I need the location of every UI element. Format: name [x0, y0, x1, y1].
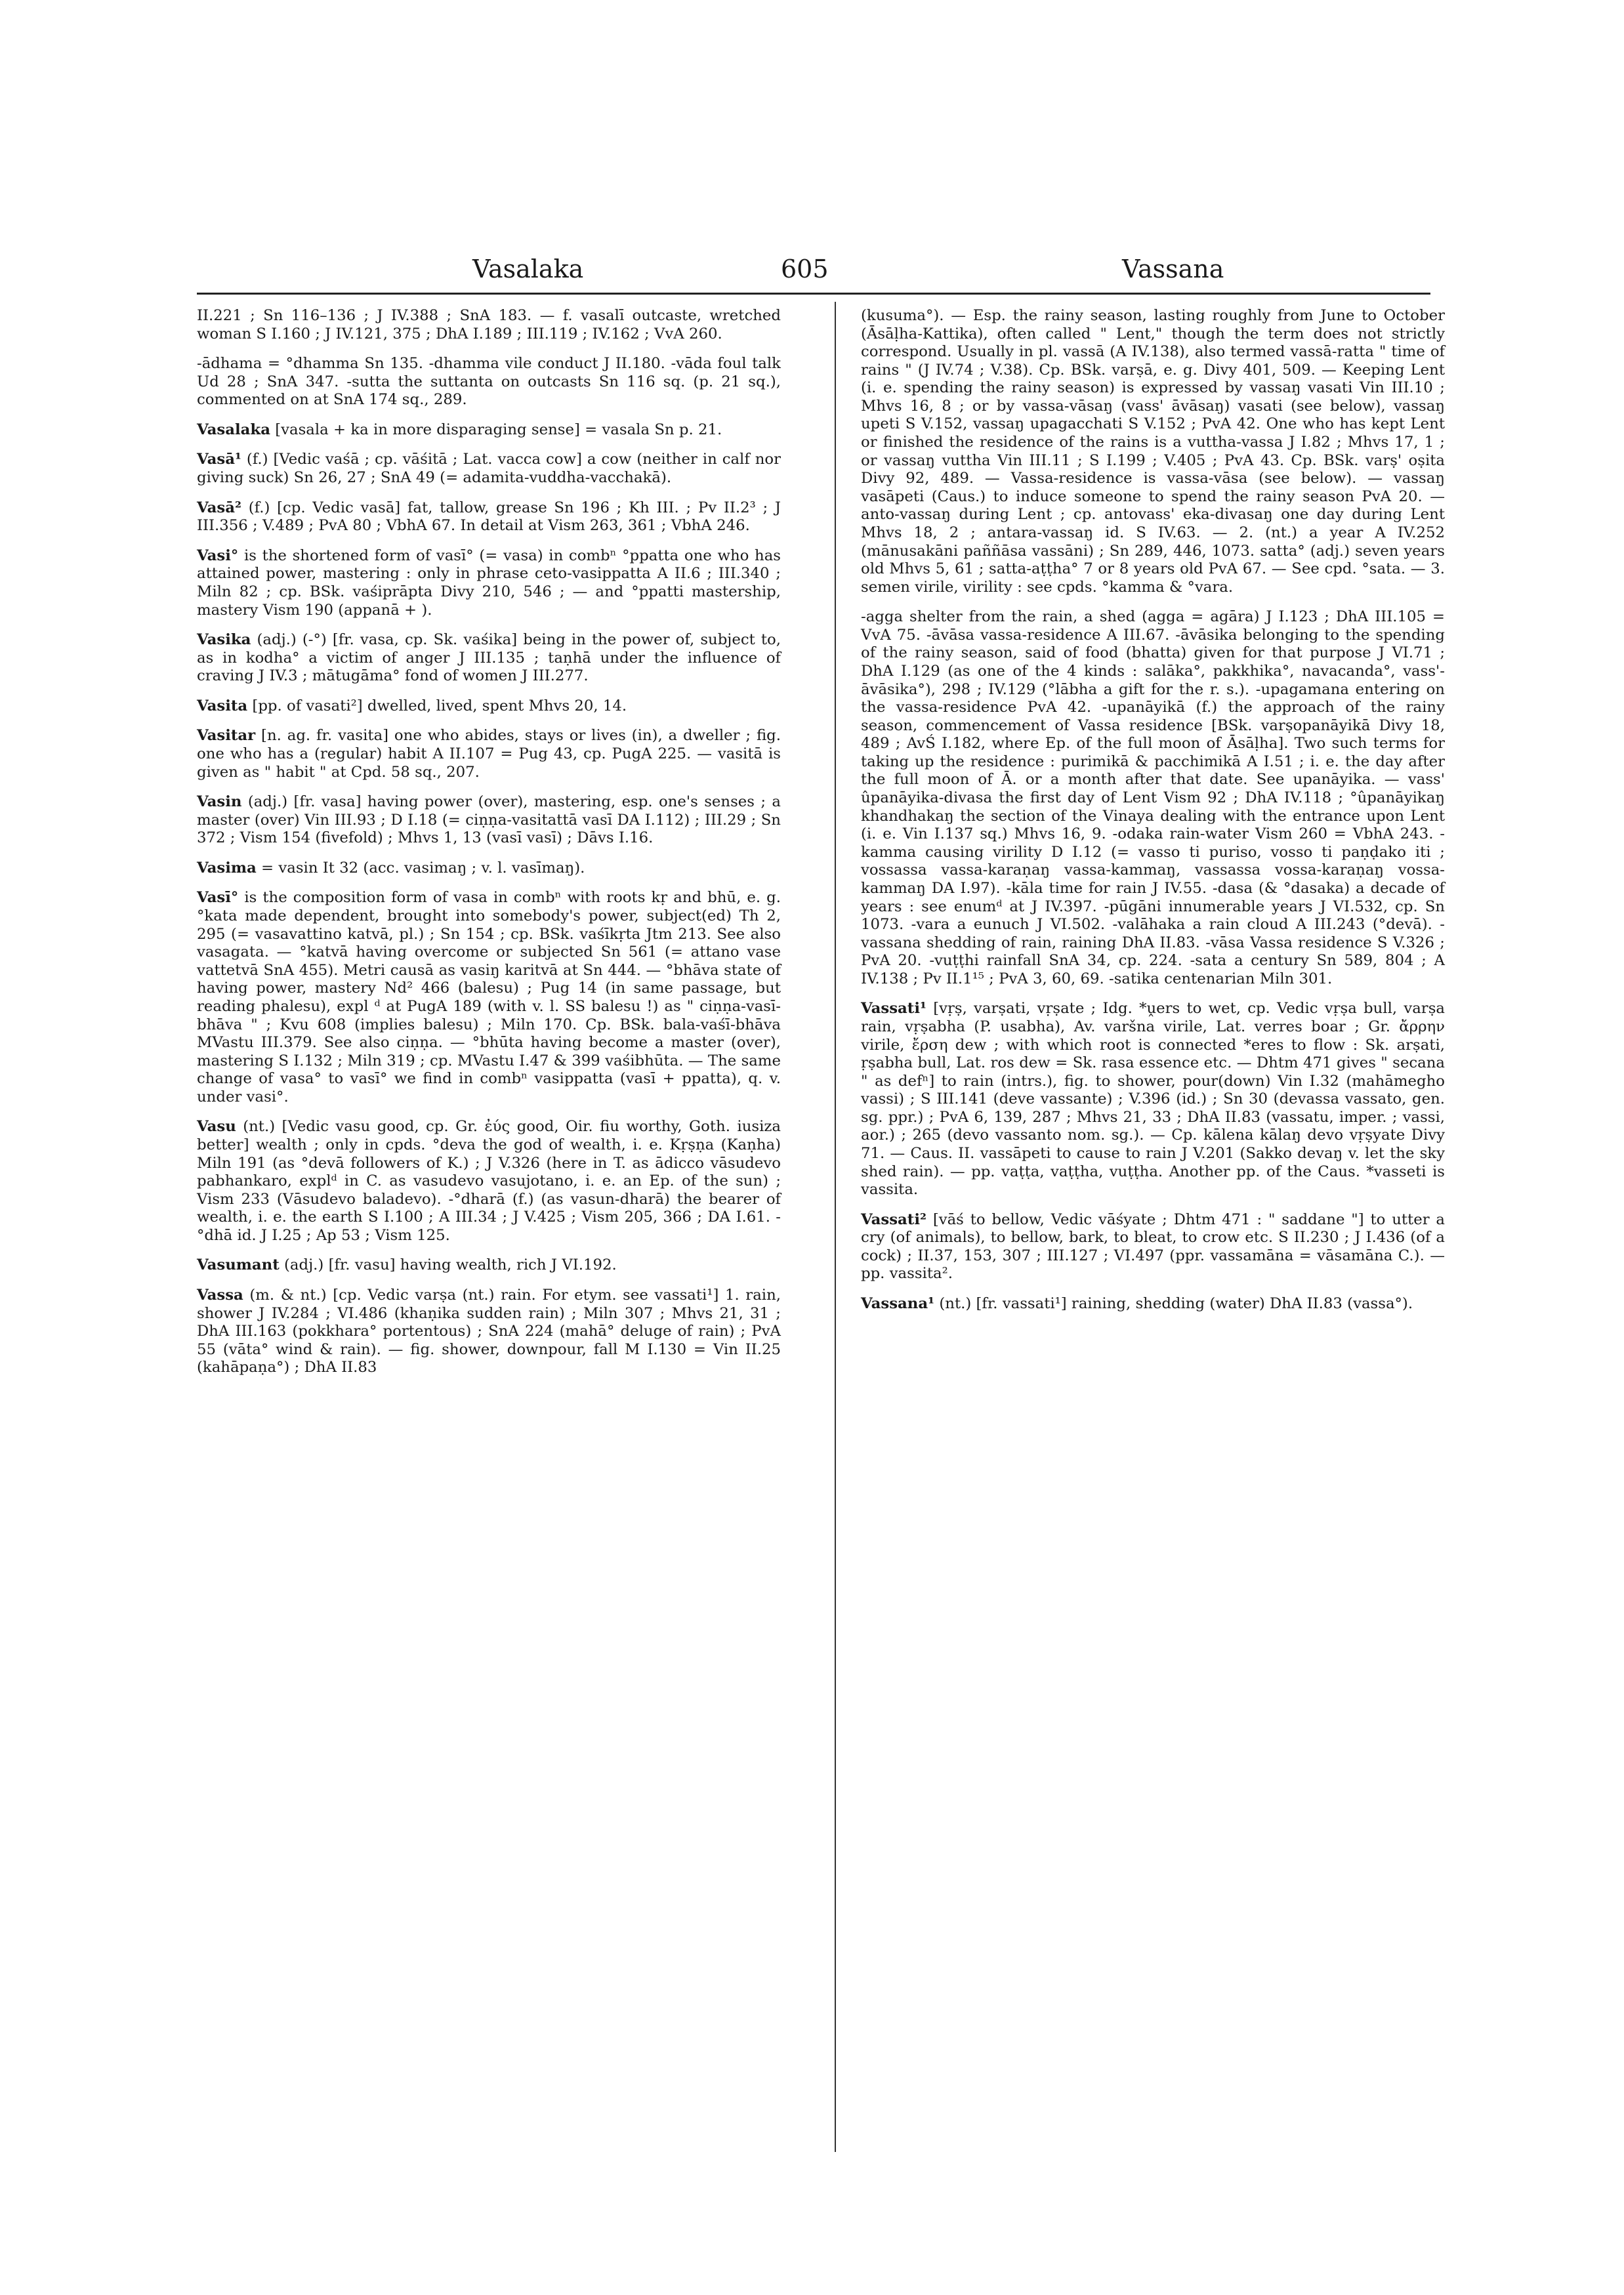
- dictionary-entry: [197, 793, 781, 848]
- dictionary-entry: [861, 608, 1445, 988]
- entry-text: [vṛṣ, varṣati, vṛṣate ; Idg. *ṷers to wet, cp. Vedic vṛṣa bull, varṣa rain, vṛṣabha (P. usabha), Av. varšna virile, Lat. verres boar ; Gr. ἄρρην virile, ἔρση dew ; with which root is connected *eres to flow : Sk. arṣati, ṛṣabha bull, Lat. ros dew = Sk. rasa essence etc. — Dhtm 471 gives " secana " as defⁿ] to rain (intrs.), fig. to shower, pour(down) Vin I.32 (mahāmegho vassi) ; S III.141 (deve vassante) ; V.396 (id.) ; Sn 30 (devassa vassato, gen. sg. ppr.) ; PvA 6, 139, 287 ; Mhvs 21, 33 ; DhA II.83 (vassatu, imper. ; vassi, aor.) ; 265 (devo vassanto nom. sg.). — Cp. kālena kālaŋ devo vṛṣyate Divy 71. — Caus. II. vassāpeti to cause to rain J V.201 (Sakko devaŋ v. let the sky shed rain). — pp. vaṭṭa, vaṭṭha, vuṭṭha. Another pp. of the Caus. *vasseti is vassita.: [861, 1000, 1445, 1199]
- entry-text: (adj.) [fr. vasu] having wealth, rich J VI.192.: [284, 1256, 617, 1274]
- entry-text: (m. & nt.) [cp. Vedic varṣa (nt.) rain. For etym. see vassati¹] 1. rain, shower J IV.284 ; VI.486 (khaṇika sudden rain) ; Miln 307 ; Mhvs 21, 31 ; DhA III.163 (pokkhara° portentous) ; SnA 224 (mahā° deluge of rain) ; PvA 55 (vāta° wind & rain). — fig. shower, downpour, fall M I.130 = Vin II.25 (kahāpaṇa°) ; DhA II.83: [197, 1287, 781, 1376]
- entry-headword: Vassa: [197, 1287, 243, 1304]
- entry-headword: Vasin: [197, 793, 242, 811]
- dictionary-entry: [197, 307, 781, 343]
- right-column: [861, 307, 1445, 1325]
- dictionary-entry: [197, 547, 781, 619]
- page-header: [197, 255, 1430, 294]
- dictionary-entry: [197, 421, 781, 440]
- entry-text: [pp. of vasati²] dwelled, lived, spent Mhvs 20, 14.: [252, 697, 627, 714]
- column-divider: [835, 302, 836, 2152]
- dictionary-entry: [197, 631, 781, 686]
- entry-text: (f.) [cp. Vedic vasā] fat, tallow, grease Sn 196 ; Kh III. ; Pv II.2³ ; J III.356 ; V.489 ; PvA 80 ; VbhA 67. In detail at Vism 263, 361 ; VbhA 246.: [197, 499, 781, 535]
- entry-text: is the composition form of vasa in combⁿ with roots kṛ and bhū, e. g. °kata made dependent, brought into somebody's power, subject(ed) Th 2, 295 (= vasavattino katvā, pl.) ; Sn 154 ; cp. BSk. vaśīkṛta Jtm 213. See also vasagata. — °katvā having overcome or subjected Sn 561 (= attano vase vattetvā SnA 455). Metri causā as vasiŋ karitvā at Sn 444. — °bhāva state of having power, mastery Nd² 466 (balesu) ; Pug 14 (in same passage, but reading phalesu), expl ᵈ at PugA 189 (with v. l. SS balesu !) as " ciṇṇa-vasī-bhāva " ; Kvu 608 (implies balesu) ; Miln 170. Cp. BSk. bala-vaśī-bhāva MVastu III.379. See also ciṇṇa. — °bhūta having become a master (over), mastering S I.132 ; Miln 319 ; cp. MVastu I.47 & 399 vaśibhūta. — The same change of vasa° to vasī° we find in combⁿ vasippatta (vasī + ppatta), q. v. under vasi°.: [197, 889, 781, 1106]
- entry-text: [vāś to bellow, Vedic vāśyate ; Dhtm 471 : " saddane "] to utter a cry (of animals), to bellow, bark, to bleat, to crow etc. S II.230 ; J I.436 (of a cock) ; II.37, 153, 307 ; III.127 ; VI.497 (ppr. vassamāna = vāsamāna C.). — pp. vassita².: [861, 1210, 1445, 1283]
- header-left-guideword: Vasalaka: [472, 255, 584, 283]
- dictionary-entry: [197, 697, 781, 716]
- dictionary-entry: [861, 1295, 1445, 1313]
- dictionary-entry: [861, 1000, 1445, 1199]
- entry-text: -agga shelter from the rain, a shed (agga = agāra) J I.123 ; DhA III.105 = VvA 75. -āvāsa vassa-residence A III.67. -āvāsika belonging to the spending of the rainy season, said of food (bhatta) given for that purpose J VI.71 ; DhA I.129 (as one of the 4 kinds : salāka°, pakkhika°, navacanda°, vass'-āvāsika°), 298 ; IV.129 (°lābha a gift for the r. s.). -upagamana entering on the vassa-residence PvA 42. -upanāyikā (f.) the approach of the rainy season, commencement of Vassa residence [BSk. varṣopanāyikā Divy 18, 489 ; AvŚ I.182, where Ep. of the full moon of Āsāḷha]. Two such terms for taking up the residence : purimikā & pacchimikā A I.51 ; i. e. the day after the full moon of Ā. or a month after that date. See upanāyika. — vass' ûpanāyika-divasa the first day of Lent Vism 92 ; DhA IV.118 ; °ûpanāyikaŋ khandhakaŋ the section of the Vinaya dealing with the entrance upon Lent (i. e. Vin I.137 sq.) Mhvs 16, 9. -odaka rain-water Vism 260 = VbhA 243. -kamma causing virility D I.12 (= vasso ti puriso, vosso ti paṇḍako iti ; vossassa vassa-karaṇaŋ vassa-kammaŋ, vassassa vossa-karaṇaŋ vossa-kammaŋ DA I.97). -kāla time for rain J IV.55. -dasa (& °dasaka) a decade of years : see enumᵈ at J IV.397. -pūgāni innumerable years J VI.532, cp. Sn 1073. -vara a eunuch J VI.502. -valāhaka a rain cloud A III.243 (°devā). -vassana shedding of rain, raining DhA II.83. -vāsa Vassa residence S V.326 ; PvA 20. -vuṭṭhi rainfall SnA 34, cp. 224. -sata a century Sn 589, 804 ; A IV.138 ; Pv II.1¹⁵ ; PvA 3, 60, 69. -satika centenarian Miln 301.: [861, 608, 1445, 987]
- dictionary-entry: [197, 889, 781, 1106]
- entry-text: II.221 ; Sn 116–136 ; J IV.388 ; SnA 183. — f. vasalī outcaste, wretched woman S I.160 ; J IV.121, 375 ; DhA I.189 ; III.119 ; IV.162 ; VvA 260.: [197, 307, 781, 342]
- dictionary-entry: [197, 727, 781, 781]
- entry-headword: Vassati²: [861, 1210, 927, 1228]
- entry-headword: Vasi°: [197, 547, 239, 564]
- dictionary-entry: [197, 1118, 781, 1245]
- entry-text: [vasala + ka in more disparaging sense] = vasala Sn p. 21.: [275, 421, 722, 438]
- entry-headword: Vassati¹: [861, 1000, 927, 1018]
- entry-headword: Vasalaka: [197, 421, 270, 438]
- entry-headword: Vasitar: [197, 727, 256, 745]
- header-right-guideword: Vassana: [1122, 255, 1224, 283]
- entry-text: [n. ag. fr. vasita] one who abides, stays or lives (in), a dweller ; fig. one who has a (regular) habit A II.107 = Pug 43, cp. PugA 225. — vasitā is given as " habit " at Cpd. 58 sq., 207.: [197, 727, 781, 781]
- left-column: [197, 307, 781, 1389]
- header-rule: [197, 293, 1430, 295]
- entry-text: (adj.) [fr. vasa] having power (over), mastering, esp. one's senses ; a master (over) Vin III.93 ; D I.18 (= ciṇṇa-vasitattā vasī DA I.112) ; III.29 ; Sn 372 ; Vism 154 (fivefold) ; Mhvs 1, 13 (vasī vasī) ; Dāvs I.16.: [197, 793, 781, 847]
- entry-headword: Vassana¹: [861, 1295, 935, 1313]
- dictionary-entry: [861, 1211, 1445, 1283]
- entry-headword: Vasita: [197, 697, 248, 714]
- entry-text: (f.) [Vedic vaśā ; cp. vāśitā ; Lat. vacca cow] a cow (neither in calf nor giving suck) Sn 26, 27 ; SnA 49 (= adamita-vuddha-vacchakā).: [197, 451, 781, 487]
- entry-headword: Vasā¹: [197, 451, 241, 468]
- entry-headword: Vasika: [197, 631, 251, 649]
- entry-text: (kusuma°). — Esp. the rainy season, lasting roughly from June to October (Āsāḷha-Kattika), often called " Lent," though the term does not strictly correspond. Usually in pl. vassā (A IV.138), also termed vassā-ratta " time of rains " (J IV.74 ; V.38). Cp. BSk. varṣā, e. g. Divy 401, 509. — Keeping Lent (i. e. spending the rainy season) is expressed by vassaŋ vasati Vin III.10 ; Mhvs 16, 8 ; or by vassa-vāsaŋ (vass' āvāsaŋ) vasati (see below), vassaŋ upeti S V.152, vassaŋ upagacchati S V.152 ; PvA 42. One who has kept Lent or finished the residence of the rains is a vuttha-vassa J I.82 ; Mhvs 17, 1 ; or vassaŋ vuttha Vin III.11 ; S I.199 ; V.405 ; PvA 43. Cp. BSk. varṣ' oṣita Divy 92, 489. — Vassa-residence is vassa-vāsa (see below). — vassaŋ vasāpeti (Caus.) to induce someone to spend the rainy season PvA 20. — anto-vassaŋ during Lent ; cp. antovass' eka-divasaŋ one day during Lent Mhvs 18, 2 ; antara-vassaŋ id. S IV.63. — 2. (nt.) a year A IV.252 (mānusakāni paññāsa vassāni) ; Sn 289, 446, 1073. satta° (adj.) seven years old Mhvs 5, 61 ; satta-aṭṭha° 7 or 8 years old PvA 67. — See cpd. °sata. — 3. semen virile, virility : see cpds. °kamma & °vara.: [861, 307, 1445, 596]
- entry-headword: Vasā²: [197, 499, 241, 516]
- dictionary-entry: [197, 451, 781, 487]
- entry-text: (nt.) [fr. vassati¹] raining, shedding (water) DhA II.83 (vassa°).: [939, 1295, 1413, 1313]
- entry-text: = vasin It 32 (acc. vasimaŋ ; v. l. vasīmaŋ).: [261, 859, 585, 877]
- entry-headword: Vasima: [197, 859, 257, 877]
- entry-headword: Vasu: [197, 1118, 236, 1136]
- dictionary-entry: [197, 499, 781, 535]
- entry-text: is the shortened form of vasī° (= vasa) in combⁿ °ppatta one who has attained power, mastering : only in phrase ceto-vasippatta A II.6 ; III.340 ; Miln 82 ; cp. BSk. vaśiprāpta Divy 210, 546 ; — and °ppatti mastership, mastery Vism 190 (appanā + ).: [197, 547, 781, 619]
- entry-text: -ādhama = °dhamma Sn 135. -dhamma vile conduct J II.180. -vāda foul talk Ud 28 ; SnA 347. -sutta the suttanta on outcasts Sn 116 sq. (p. 21 sq.), commented on at SnA 174 sq., 289.: [197, 355, 781, 409]
- dictionary-entry: [197, 355, 781, 409]
- entry-headword: Vasī°: [197, 889, 239, 907]
- dictionary-entry: [197, 859, 781, 878]
- dictionary-entry: [861, 307, 1445, 596]
- entry-text: (adj.) (-°) [fr. vasa, cp. Sk. vaśika] being in the power of, subject to, as in kodha° a victim of anger J III.135 ; taṇhā under the influence of craving J IV.3 ; mātugāma° fond of women J III.277.: [197, 631, 781, 685]
- entry-text: (nt.) [Vedic vasu good, cp. Gr. ἐύς good, Oir. fiu worthy, Goth. iusiza better] wealth ; only in cpds. °deva the god of wealth, i. e. Kṛṣṇa (Kaṇha) Miln 191 (as °devā followers of K.) ; J V.326 (here in T. as ādicco vāsudevo pabhankaro, explᵈ in C. as vasudevo vasujotano, i. e. an Ep. of the sun) ; Vism 233 (Vāsudevo baladevo). -°dharā (f.) (as vasun-dharā) the bearer of wealth, i. e. the earth S I.100 ; A III.34 ; J V.425 ; Vism 205, 366 ; DA I.61. -°dhā id. J I.25 ; Ap 53 ; Vism 125.: [197, 1118, 781, 1244]
- dictionary-entry: [197, 1287, 781, 1377]
- entry-headword: Vasumant: [197, 1256, 280, 1274]
- dictionary-entry: [197, 1256, 781, 1275]
- page-number: 605: [781, 255, 829, 283]
